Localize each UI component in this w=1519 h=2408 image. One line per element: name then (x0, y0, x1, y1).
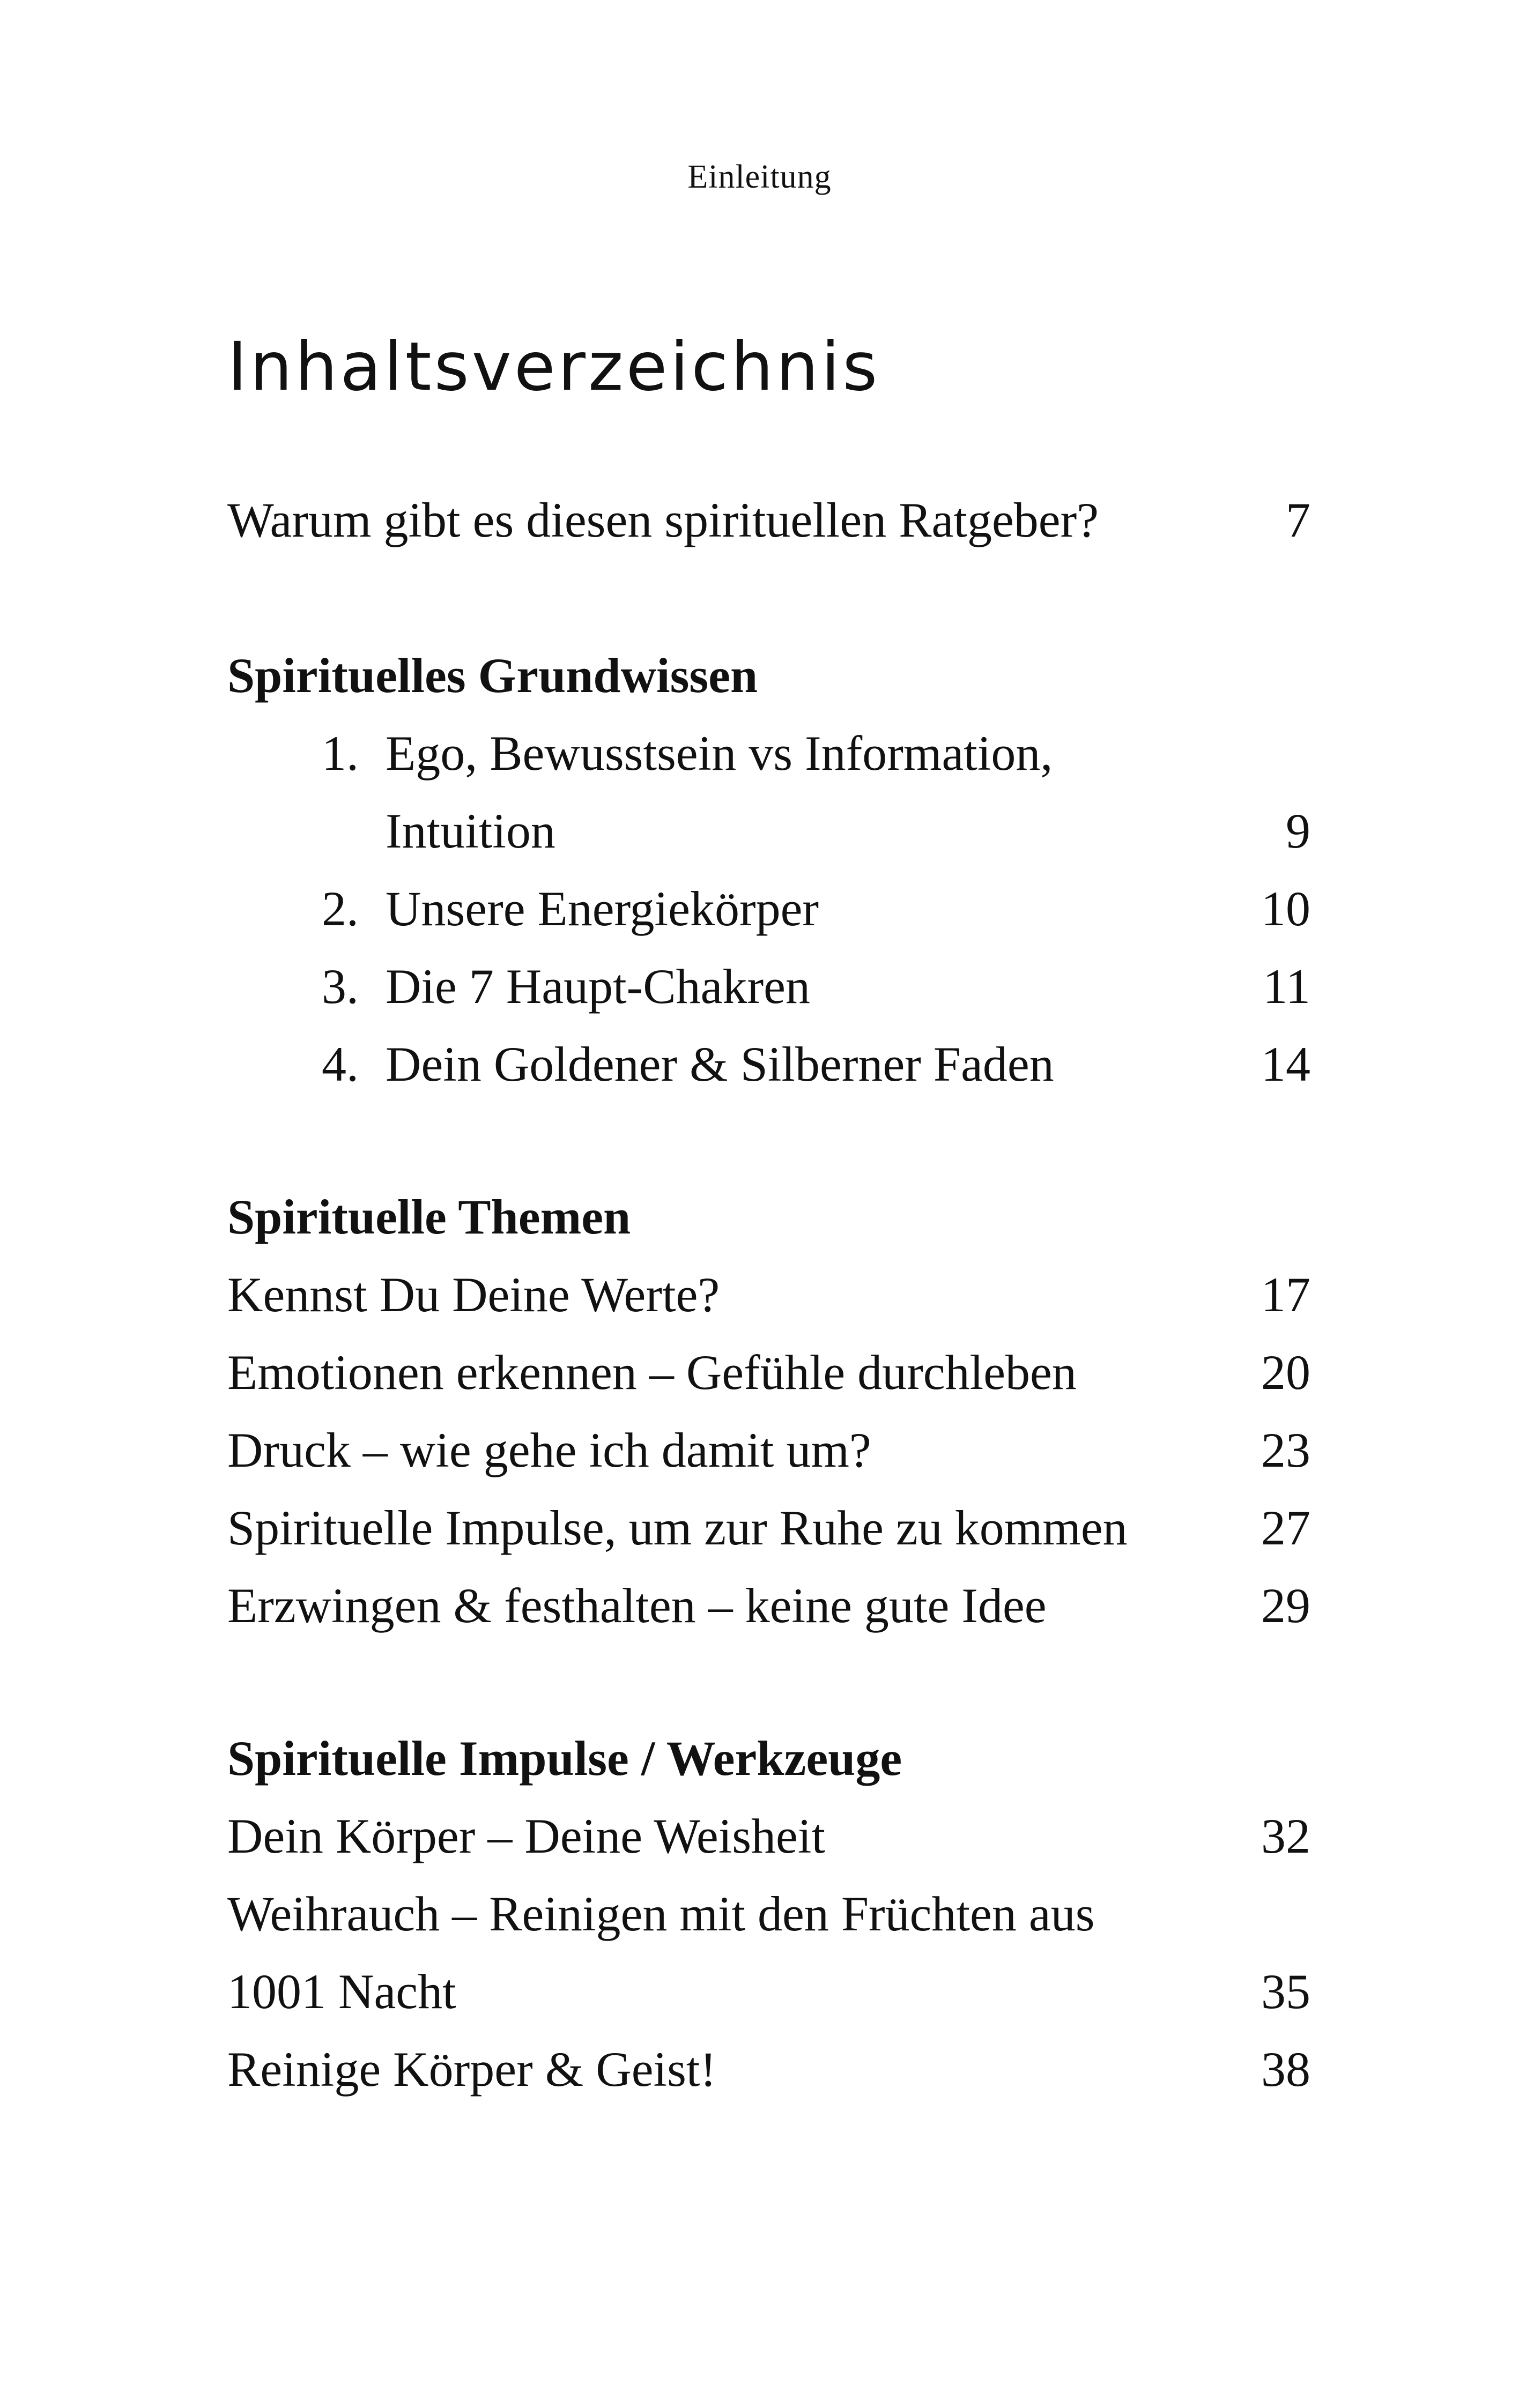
toc-entry[interactable] (227, 793, 1310, 868)
toc-entry-label: Unsere Energiekörper (386, 881, 819, 936)
toc-entry[interactable] (227, 949, 1310, 1024)
toc-entry-label: Emotionen erkennen – Gefühle durchleben (227, 1345, 1077, 1400)
toc-entry-number: 4. (322, 1037, 359, 1091)
toc-entry[interactable] (227, 1876, 1310, 1951)
toc-entry-label: Druck – wie gehe ich damit um? (227, 1423, 871, 1477)
toc-entry-page: 10 (1261, 881, 1310, 936)
toc-entry-page: 20 (1261, 1345, 1310, 1400)
toc-entry-number: 3. (322, 959, 359, 1014)
toc-entry[interactable] (227, 871, 1310, 946)
toc-entry[interactable] (227, 716, 1310, 791)
page-title: Inhaltsverzeichnis (227, 328, 880, 406)
toc-entry-page: 38 (1261, 2042, 1310, 2097)
toc-entry-page: 9 (1286, 804, 1310, 858)
toc-entry[interactable] (227, 1027, 1310, 1102)
toc-entry-page: 11 (1263, 959, 1310, 1014)
toc-entry[interactable] (227, 1257, 1310, 1332)
section-heading-impulse: Spirituelle Impulse / Werkzeuge (227, 1731, 902, 1786)
toc-entry[interactable] (227, 1954, 1310, 2029)
running-head: Einleitung (687, 159, 832, 195)
section-heading-themen: Spirituelle Themen (227, 1190, 631, 1244)
toc-entry-label: Erzwingen & festhalten – keine gute Idee (227, 1578, 1047, 1633)
toc-entry-label: Dein Körper – Deine Weisheit (227, 1809, 826, 1863)
toc-entry[interactable] (227, 1413, 1310, 1488)
toc-entry-label: Spirituelle Impulse, um zur Ruhe zu kommen (227, 1500, 1128, 1555)
toc-entry-label: 1001 Nacht (227, 1964, 456, 2019)
toc-entry-page: 27 (1261, 1500, 1310, 1555)
toc-entry-page: 7 (1286, 493, 1310, 547)
toc-entry-label: Weihrauch – Reinigen mit den Früchten aus (227, 1886, 1095, 1941)
toc-entry-page: 35 (1261, 1964, 1310, 2019)
toc-entry-number: 2. (322, 881, 359, 936)
toc-entry-intro[interactable] (227, 482, 1310, 558)
toc-entry-label: Intuition (386, 804, 555, 858)
toc-entry-label: Kennst Du Deine Werte? (227, 1267, 720, 1322)
toc-entry-page: 17 (1261, 1267, 1310, 1322)
toc-entry[interactable] (227, 1490, 1310, 1565)
toc-entry-label: Ego, Bewusstsein vs Information, (386, 726, 1053, 781)
toc-entry-label: Die 7 Haupt-Chakren (386, 959, 810, 1014)
toc-entry-number: 1. (322, 726, 359, 781)
toc-entry-label: Reinige Körper & Geist! (227, 2042, 717, 2097)
toc-entry[interactable] (227, 2032, 1310, 2107)
toc-entry[interactable] (227, 1568, 1310, 1643)
toc-entry[interactable] (227, 1798, 1310, 1874)
section-heading-grundwissen: Spirituelles Grundwissen (227, 648, 758, 703)
toc-entry-label: Dein Goldener & Silberner Faden (386, 1037, 1054, 1091)
toc-entry-page: 14 (1261, 1037, 1310, 1091)
toc-entry-page: 32 (1261, 1809, 1310, 1863)
toc-entry[interactable] (227, 1335, 1310, 1410)
toc-entry-page: 29 (1261, 1578, 1310, 1633)
toc-entry-label: Warum gibt es diesen spirituellen Ratgeber? (227, 493, 1099, 547)
toc-entry-page: 23 (1261, 1423, 1310, 1477)
